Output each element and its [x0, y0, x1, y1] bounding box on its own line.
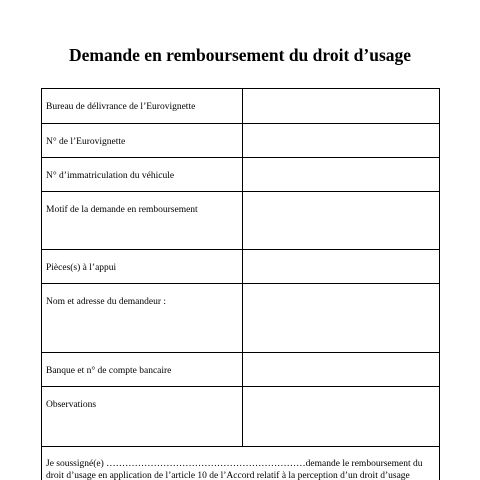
declaration-text [42, 447, 440, 480]
supporting-documents-field[interactable] [243, 250, 440, 284]
bank-account-label: Banque et n° de compte bancaire [42, 353, 243, 387]
form-row-issuing-office [42, 89, 440, 124]
bank-account-field[interactable] [243, 353, 440, 387]
applicant-name-address-field[interactable] [243, 284, 440, 353]
issuing-office-field[interactable] [243, 89, 440, 124]
supporting-documents-label: Pièces(s) à l’appui [42, 250, 243, 284]
vehicle-registration-label: N° d’immatriculation du véhicule [42, 158, 243, 192]
form-row-vehicle-registration [42, 158, 440, 192]
document-title: Demande en remboursement du droit d’usage [68, 45, 412, 65]
declaration-line-2: droit d’usage en application de l’article 10 de l’Accord relatif à la perception d’un droit d’usage [46, 471, 410, 480]
refund-reason-field[interactable] [243, 192, 440, 250]
issuing-office-label: Bureau de délivrance de l’Eurovignette [42, 89, 243, 124]
eurovignette-number-field[interactable] [243, 124, 440, 158]
observations-label: Observations [42, 387, 243, 447]
refund-request-form [41, 88, 440, 480]
form-row-refund-reason [42, 192, 440, 250]
declaration-line-1: Je soussigné(e) ………………………………………………………demande le remboursement du [46, 459, 423, 469]
form-row-observations [42, 387, 440, 447]
eurovignette-number-label: N° de l’Eurovignette [42, 124, 243, 158]
vehicle-registration-field[interactable] [243, 158, 440, 192]
form-row-eurovignette-number [42, 124, 440, 158]
form-row-bank-account [42, 353, 440, 387]
applicant-name-address-label: Nom et adresse du demandeur : [42, 284, 243, 353]
observations-field[interactable] [243, 387, 440, 447]
form-row-applicant-name-address [42, 284, 440, 353]
form-row-supporting-documents [42, 250, 440, 284]
refund-reason-label: Motif de la demande en remboursement [42, 192, 243, 250]
form-row-declaration [42, 447, 440, 480]
